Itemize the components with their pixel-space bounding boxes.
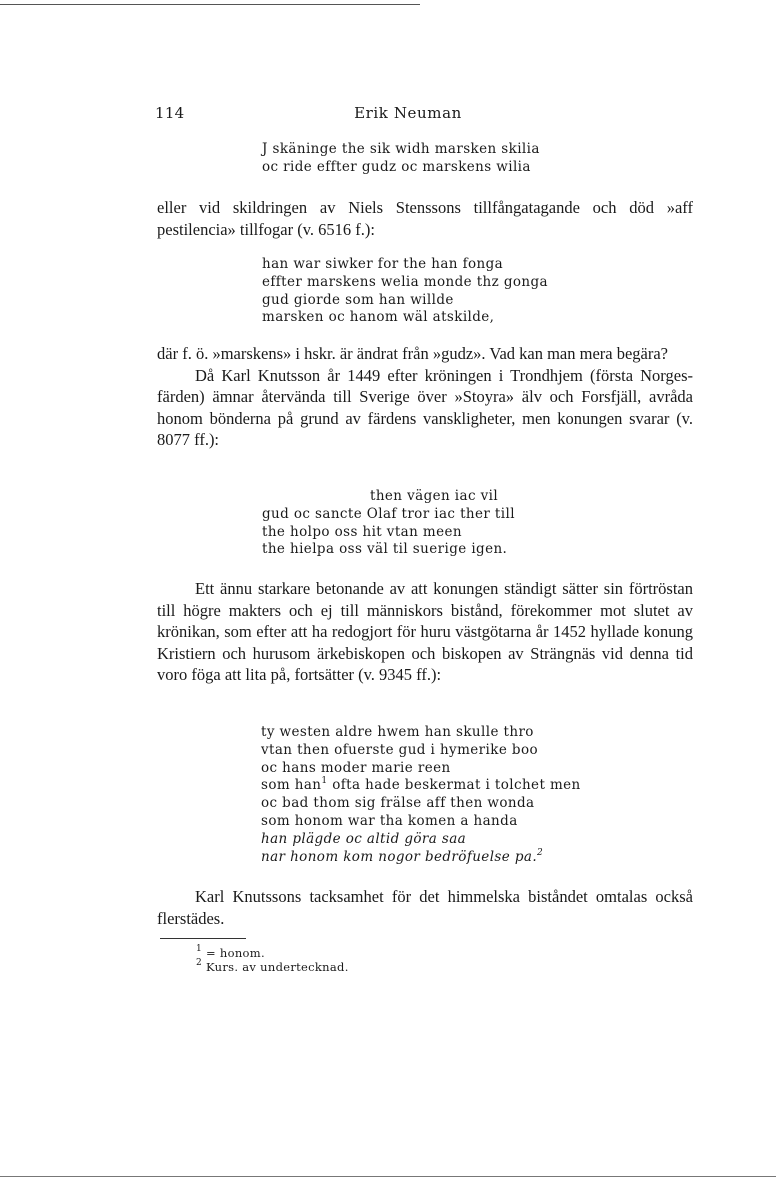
paragraph-1 [157, 197, 693, 240]
page-number: 114 [155, 104, 185, 122]
footnote-reference: 2 [537, 847, 544, 858]
verse-line: han war siwker for the han fonga [262, 256, 504, 272]
verse-block-4 [261, 724, 581, 866]
verse-line [261, 777, 581, 795]
footnote-reference: 1 [321, 776, 328, 787]
verse-line: ty westen aldre hwem han skulle thro [261, 724, 534, 740]
scan-edge-top [0, 4, 420, 5]
verse-line [261, 849, 581, 867]
footnote-2 [196, 960, 349, 974]
verse-line: the holpo oss hit vtan meen [262, 523, 462, 540]
paragraph-3 [157, 578, 693, 686]
verse-text: ofta hade beskermat i tolchet men [327, 777, 581, 794]
verse-line: gud oc sancte Olaf tror iac ther till [262, 505, 515, 522]
verse-line: J skäninge the sik widh marsken skilia [262, 141, 540, 157]
verse-block-2 [262, 256, 548, 327]
verse-text: nar honom kom nogor bedröfuelse pa. [261, 848, 538, 865]
verse-line: han plägde oc altid göra saa [261, 830, 467, 847]
footnote-divider [160, 938, 246, 939]
verse-text: som han [261, 777, 322, 794]
running-head: Erik Neuman [354, 104, 462, 122]
paragraph-text: Ett ännu starkare betonande av att konungen ständigt sätter sin förtröstan till högre makters och ej till människors bistånd, förekommer mot slutet av krönikan, som efter att ha redogjort för huru västgötarna år 1452 hyllade konung Kristiern och hurusom ärkebiskopen och biskopen av Strängnäs vid denna tid voro föga att lita på, fortsätter (v. 9345 ff.): [157, 579, 693, 684]
paragraph-text: Då Karl Knutsson år 1449 efter kröningen i Trondhjem (första Norges-färden) ämnar återvända till Sverige över »Stoyra» älv och Forsfjäll, avråda honom bönderna på grund av färdens vanskligheter, men konungen svarar (v. 8077 ff.): [157, 365, 693, 449]
paragraph-text: eller vid skildringen av Niels Stenssons tillfångatagande och död »aff pestilencia» tillfogar (v. 6516 f.): [157, 198, 693, 239]
verse-line: oc hans moder marie reen [261, 759, 451, 776]
verse-block-3 [262, 488, 515, 559]
verse-block-1 [262, 141, 540, 177]
verse-line: gud giorde som han willde [262, 291, 454, 308]
footnote-text: = honom. [206, 946, 265, 960]
verse-line: the hielpa oss väl til suerige igen. [262, 541, 508, 558]
footnote-mark: 1 [196, 944, 203, 954]
footnote-mark: 2 [196, 958, 203, 968]
paragraph-4 [157, 886, 693, 929]
verse-line: oc bad thom sig frälse aff then wonda [261, 795, 535, 812]
verse-line: som honom war tha komen a handa [261, 812, 518, 829]
verse-line: effter marskens welia monde thz gonga [262, 273, 548, 290]
verse-line: marsken oc hanom wäl atskilde, [262, 309, 495, 326]
paragraph-text: där f. ö. »marskens» i hskr. är ändrat från »gudz». Vad kan man mera begära? [157, 344, 669, 363]
footnote-text: Kurs. av undertecknad. [206, 960, 349, 974]
footnote-1 [196, 946, 349, 960]
verse-line: oc ride effter gudz oc marskens wilia [262, 158, 531, 175]
footnotes [196, 946, 349, 974]
scan-edge-bottom [0, 1176, 776, 1177]
paragraph-2 [157, 343, 693, 451]
verse-line: then vägen iac vil [370, 488, 499, 504]
paragraph-text: Karl Knutssons tacksamhet för det himmelska biståndet omtalas också flerstädes. [157, 887, 693, 928]
verse-line: vtan then ofuerste gud i hymerike boo [261, 741, 538, 758]
